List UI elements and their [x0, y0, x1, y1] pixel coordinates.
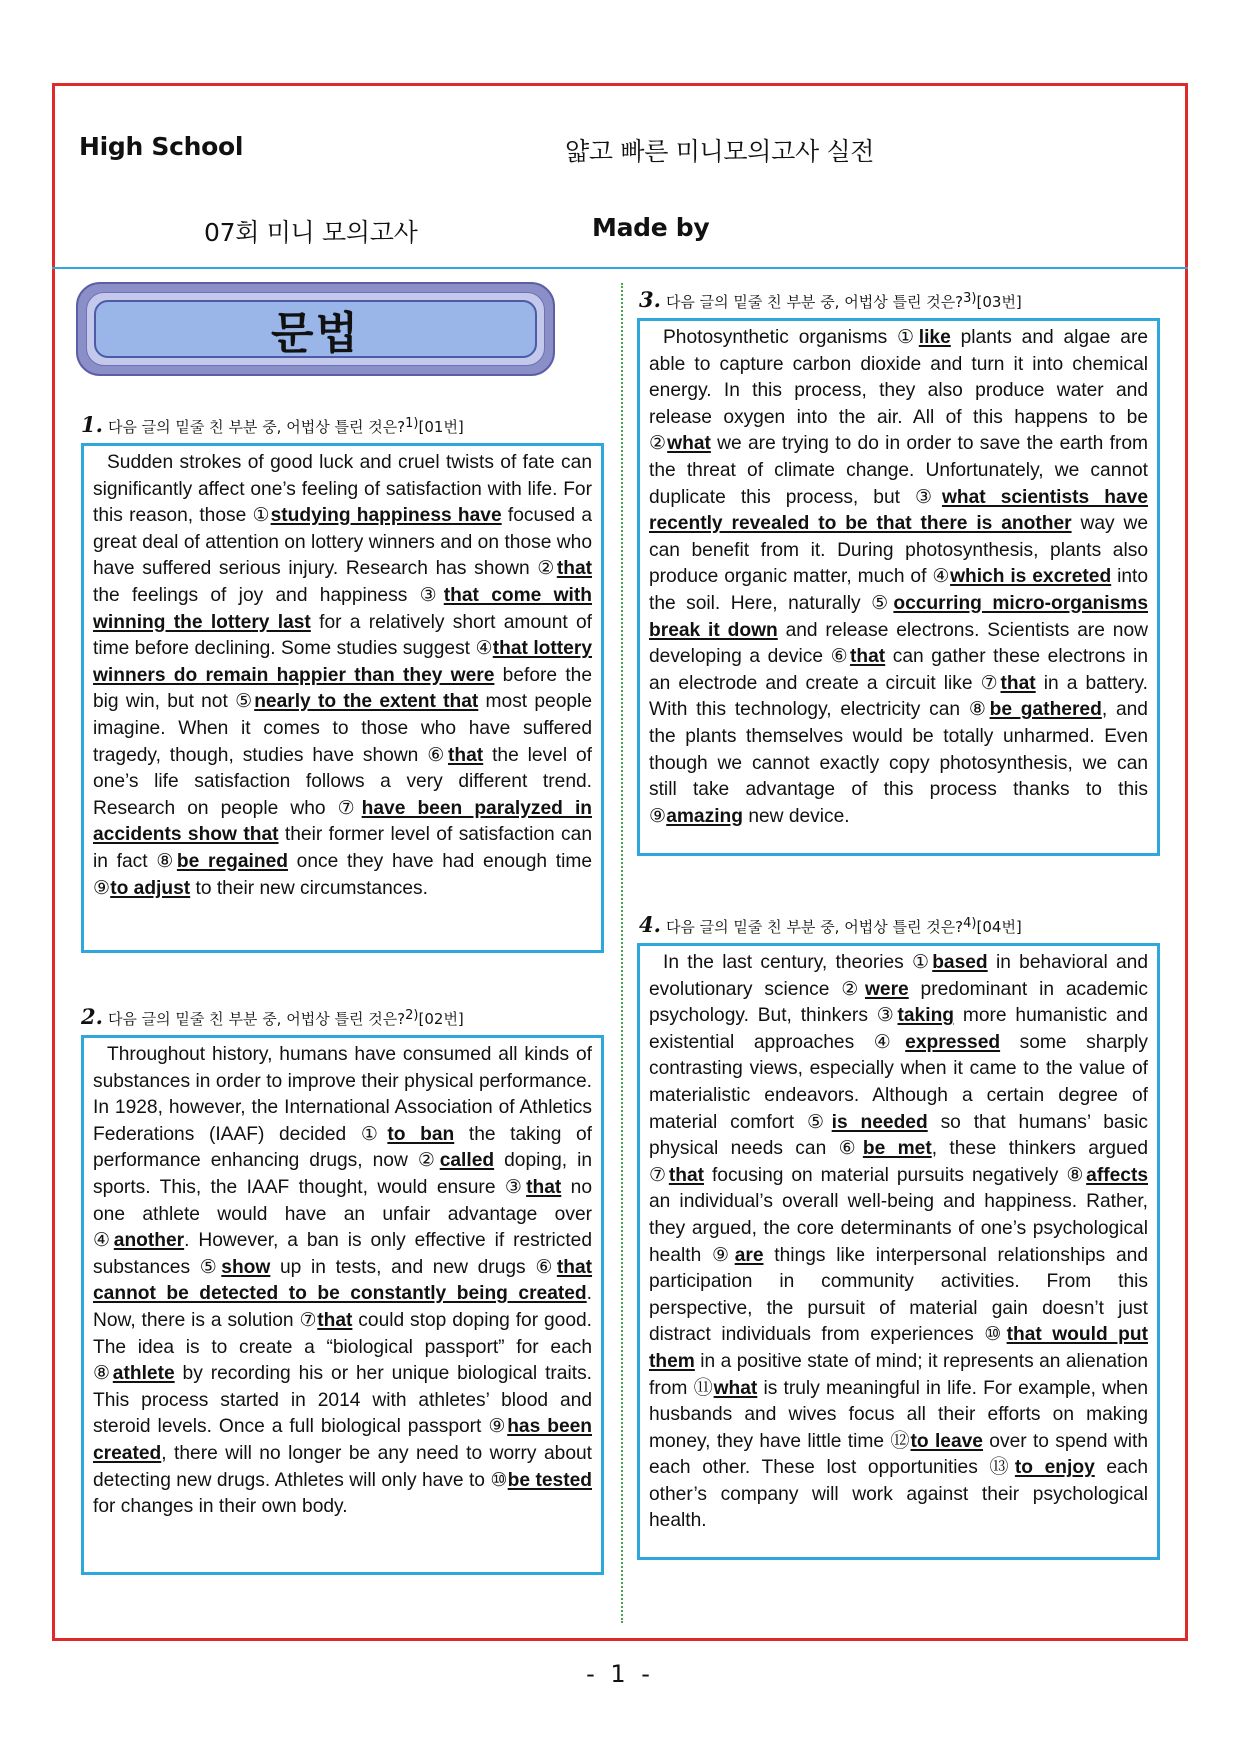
passage-text: their former level of satisfaction can in fact	[93, 824, 592, 872]
choice-marker: ⑩	[984, 1324, 1007, 1346]
passage-text: is truly meaningful in life. For example, when husbands and wives focus all their efforts on making money, they have little time	[649, 1377, 1149, 1452]
passage-text: once they have had enough time	[287, 850, 593, 872]
passage-text: can gather these electrons in an electrode and create a circuit like	[649, 646, 1148, 694]
question-4-passage-box	[637, 943, 1160, 1560]
header-school: High School	[79, 132, 244, 161]
choice-marker: ③	[419, 584, 444, 606]
question-3-label	[639, 287, 1022, 312]
choice-marker: ②	[841, 978, 865, 1000]
underlined-choice: is needed	[831, 1111, 928, 1133]
underlined-choice: another	[113, 1230, 185, 1252]
question-footnote-ref: 2)	[405, 1008, 419, 1023]
choice-marker: ⑧	[968, 699, 990, 721]
question-tag: [01번]	[418, 418, 464, 436]
question-number: 3.	[639, 287, 661, 312]
underlined-choice: occurring micro-organisms break it down	[649, 592, 1149, 641]
underlined-choice: be gathered	[989, 699, 1102, 721]
question-1-passage-box	[81, 443, 604, 953]
question-tag: [04번]	[976, 918, 1022, 936]
passage-text: into the soil. Here, naturally	[649, 566, 1148, 614]
question-2-label	[81, 1004, 464, 1029]
passage-text: up in tests, and new drugs	[270, 1256, 536, 1278]
choice-marker: ⑦	[980, 672, 1001, 694]
choice-marker: ⑤	[199, 1256, 222, 1278]
choice-marker: ⑦	[299, 1309, 318, 1331]
choice-marker: ⑨	[712, 1244, 735, 1266]
underlined-choice: to leave	[910, 1430, 983, 1452]
passage-text: some sharply contrasting views, especially when it came to the value of materialistic endeavors. Although a certain degree of material comfort	[649, 1031, 1149, 1133]
choice-marker: ③	[915, 486, 942, 508]
choice-marker: ①	[252, 505, 271, 527]
underlined-choice: studying happiness have	[270, 505, 502, 527]
underlined-choice: to adjust	[110, 877, 191, 899]
passage-text: things like interpersonal relationships and participation in community activities. From this perspective, the pursuit of material gain doesn’t just distract individuals from experiences	[649, 1244, 1148, 1346]
choice-marker: ⑨	[488, 1416, 508, 1438]
choice-marker: ⑪	[693, 1377, 714, 1399]
question-4-passage	[649, 950, 1148, 1535]
choice-marker: ⑧	[93, 1363, 113, 1385]
underlined-choice: like	[918, 327, 951, 348]
choice-marker: ③	[876, 1005, 898, 1027]
underlined-choice: what scientists have recently revealed to be that there is another	[649, 486, 1148, 535]
underlined-choice: are	[734, 1244, 764, 1266]
choice-marker: ⑥	[535, 1256, 557, 1278]
underlined-choice: that	[448, 744, 484, 766]
underlined-choice: that lottery winners do remain happier than they were	[93, 638, 592, 686]
choice-marker: ⑥	[830, 646, 851, 668]
choice-marker: ②	[417, 1150, 440, 1172]
passage-text: In the last century, theories	[663, 952, 913, 973]
passage-text: over to spend with each other. These lost opportunities	[649, 1430, 1148, 1479]
passage-text: focused a great deal of attention on lottery winners and on those who have suffered serious injury. Research has shown	[93, 505, 592, 580]
underlined-choice: what	[667, 433, 711, 455]
underlined-choice: based	[932, 952, 988, 973]
underlined-choice: that	[1000, 672, 1036, 694]
choice-marker: ⑥	[427, 744, 449, 766]
underlined-choice: that	[526, 1176, 562, 1198]
underlined-choice: were	[864, 978, 909, 1000]
question-prompt: 다음 글의 밑줄 친 부분 중, 어법상 틀린 것은?	[665, 293, 964, 311]
underlined-choice: has been created	[93, 1416, 593, 1464]
choice-marker: ②	[537, 558, 557, 580]
underlined-choice: be met	[862, 1138, 932, 1160]
choice-marker: ④	[93, 1230, 114, 1252]
choice-marker: ⑧	[156, 850, 177, 872]
underlined-choice: taking	[897, 1005, 955, 1027]
question-1-label	[81, 412, 464, 437]
passage-text: , and the plants themselves would be totally unharmed. Even though we cannot exactly copy photosynthesis, we can still take advantage of this process thanks to this	[649, 699, 1148, 801]
underlined-choice: that	[668, 1164, 704, 1186]
passage-text: in a battery. With this technology, electricity can	[649, 672, 1149, 721]
passage-text: predominant in academic psychology. But, thinkers	[649, 978, 1148, 1027]
header-round: 07회 미니 모의고사	[204, 218, 418, 247]
choice-marker: ⑤	[806, 1111, 832, 1133]
passage-text: and release electrons. Scientists are now developing a device	[649, 619, 1149, 668]
underlined-choice: to enjoy	[1014, 1457, 1095, 1479]
underlined-choice: show	[221, 1256, 271, 1278]
underlined-choice: that come with winning the lottery last	[93, 584, 592, 633]
choice-marker: ⑩	[490, 1469, 508, 1491]
question-2-passage-box	[81, 1035, 604, 1575]
passage-text: in behavioral and evolutionary science	[649, 952, 1149, 1000]
passage-text: most people imagine. When it comes to those who have suffered tragedy, though, studies have shown	[93, 691, 592, 766]
choice-marker: ⑦	[337, 797, 362, 819]
question-tag: [02번]	[418, 1010, 464, 1028]
underlined-choice: be regained	[176, 850, 288, 872]
question-3-passage	[649, 325, 1148, 830]
question-1-passage	[93, 450, 592, 902]
underlined-choice: what	[713, 1377, 758, 1399]
header-made-by: Made by	[592, 213, 710, 242]
underlined-choice: amazing	[666, 805, 743, 827]
passage-text: . However, a ban is only effective if restricted substances	[93, 1230, 593, 1278]
choice-marker: ④	[932, 566, 951, 588]
passage-text: for a relatively short amount of time before declining. Some studies suggest	[93, 611, 592, 660]
underlined-choice: called	[439, 1150, 495, 1172]
passage-text: the taking of performance enhancing drugs, now	[93, 1123, 592, 1172]
passage-text: by recording his or her unique biological traits. This process started in 2014 with athletes’ blood and steroid levels. Once a full biological passport	[93, 1363, 592, 1438]
underlined-choice: have been paralyzed in accidents show that	[93, 797, 592, 846]
question-footnote-ref: 4)	[963, 916, 977, 931]
passage-text: Sudden strokes of good luck and cruel twists of fate can significantly affect one’s feeling of satisfaction with life. For this reason, those	[93, 452, 592, 527]
passage-text: Throughout history, humans have consumed all kinds of substances in order to improve their physical performance. In 1928, however, the International Association of Athletics Federations (IAAF) decided	[93, 1044, 592, 1145]
question-number: 4.	[639, 912, 661, 937]
passage-text: doping, in sports. This, the IAAF thought, would ensure	[93, 1150, 593, 1198]
choice-marker: ③	[504, 1176, 527, 1198]
question-prompt: 다음 글의 밑줄 친 부분 중, 어법상 틀린 것은?	[107, 418, 406, 436]
passage-text: the feelings of joy and happiness	[93, 584, 420, 606]
passage-text: before the big win, but not	[93, 664, 592, 713]
passage-text: each other’s company will work against their psychological health.	[649, 1457, 1148, 1532]
question-4-label	[639, 912, 1022, 937]
passage-text: the level of one’s life satisfaction follows a very different trend. Research on people who	[93, 744, 592, 819]
underlined-choice: that	[556, 558, 592, 580]
passage-text: way we can benefit from it. During photosynthesis, plants also produce organic matter, much of	[649, 513, 1148, 588]
underlined-choice: expressed	[905, 1031, 1001, 1053]
choice-marker: ①	[897, 327, 919, 348]
question-2-passage	[93, 1042, 592, 1521]
choice-marker: ⑨	[649, 805, 667, 827]
passage-text: . Now, there is a solution	[93, 1283, 592, 1331]
question-prompt: 다음 글의 밑줄 친 부분 중, 어법상 틀린 것은?	[107, 1010, 406, 1028]
question-footnote-ref: 1)	[405, 416, 419, 431]
underlined-choice: affects	[1086, 1164, 1149, 1186]
column-divider	[621, 283, 623, 1623]
passage-text: , there will no longer be any need to worry about detecting new drugs. Athletes will only have to	[93, 1442, 592, 1491]
choice-marker: ④	[873, 1031, 906, 1053]
choice-marker: ⑤	[871, 592, 894, 614]
passage-text: new device.	[742, 805, 850, 827]
underlined-choice: that would put them	[649, 1324, 1148, 1372]
question-number: 1.	[81, 412, 103, 437]
passage-text: , these thinkers argued	[931, 1138, 1148, 1160]
choice-marker: ⑫	[890, 1430, 911, 1452]
question-tag: [03번]	[976, 293, 1022, 311]
choice-marker: ②	[649, 433, 668, 455]
question-footnote-ref: 3)	[963, 291, 977, 306]
section-banner	[76, 282, 555, 376]
passage-text: for changes in their own body.	[93, 1496, 348, 1518]
question-prompt: 다음 글의 밑줄 친 부분 중, 어법상 틀린 것은?	[665, 918, 964, 936]
header-rule	[52, 267, 1188, 269]
passage-text: Photosynthetic organisms	[663, 327, 898, 348]
underlined-choice: be tested	[507, 1469, 592, 1491]
passage-text: more humanistic and existential approaches	[649, 1005, 1149, 1053]
underlined-choice: that cannot be detected to be constantly being created	[93, 1256, 593, 1305]
choice-marker: ①	[912, 952, 933, 973]
choice-marker: ⑧	[1066, 1164, 1087, 1186]
choice-marker: ④	[475, 638, 493, 660]
underlined-choice: that	[850, 646, 886, 668]
passage-text: in a positive state of mind; it represents an alienation from	[649, 1350, 1148, 1399]
choice-marker: ⑦	[649, 1164, 669, 1186]
section-title: 문법	[270, 308, 360, 359]
underlined-choice: which is excreted	[950, 566, 1112, 588]
passage-text: could stop doping for good. The idea is to create a “biological passport” for each	[93, 1309, 593, 1358]
question-3-passage-box	[637, 318, 1160, 856]
passage-text: no one athlete would have an unfair advantage over	[93, 1176, 592, 1225]
passage-text: plants and algae are able to capture carbon dioxide and turn it into chemical energy. In this process, they also produce water and release oxygen into the air. All of this happens to be	[649, 327, 1149, 428]
choice-marker: ⑬	[989, 1457, 1015, 1479]
choice-marker: ⑤	[235, 691, 255, 713]
underlined-choice: to ban	[387, 1123, 455, 1145]
passage-text: to their new circumstances.	[190, 877, 428, 899]
passage-text: focusing on material pursuits negatively	[704, 1164, 1067, 1186]
passage-text: so that humans’ basic physical needs can	[649, 1111, 1149, 1160]
passage-text: an individual’s overall well-being and happiness. Rather, they argued, the core determinants of one’s psychological health	[649, 1191, 1148, 1266]
choice-marker: ①	[360, 1123, 388, 1145]
underlined-choice: nearly to the extent that	[254, 691, 479, 713]
header-series: 얇고 빠른 미니모의고사 실전	[565, 137, 875, 166]
page-number: - 1 -	[586, 1660, 654, 1688]
choice-marker: ⑨	[93, 877, 111, 899]
underlined-choice: athlete	[112, 1363, 175, 1385]
underlined-choice: that	[317, 1309, 353, 1331]
choice-marker: ⑥	[838, 1138, 863, 1160]
question-number: 2.	[81, 1004, 103, 1029]
passage-text: we are trying to do in order to save the earth from the threat of climate change. Unfortunately, we cannot duplicate this process, but	[649, 433, 1148, 508]
